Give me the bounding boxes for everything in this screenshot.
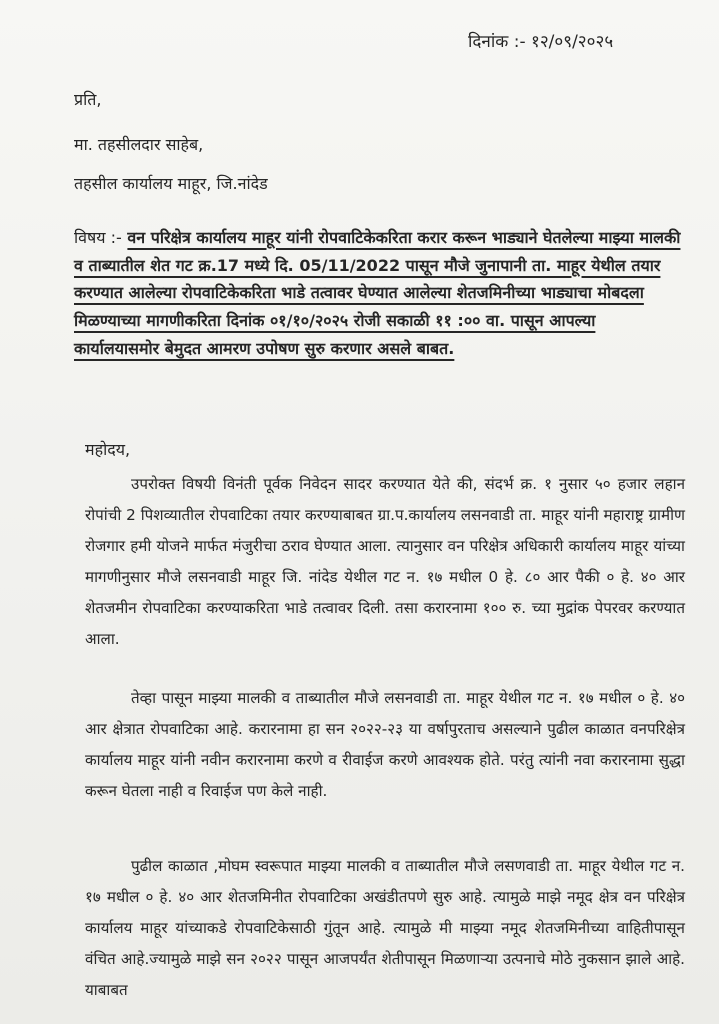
salutation: महोदय, <box>85 440 131 459</box>
letter-date: दिनांक :- १२/०९/२०२५ <box>468 32 614 52</box>
paragraph-1 <box>85 469 685 655</box>
subject-label: विषय :- <box>74 228 122 247</box>
recipient-office: तहसील कार्यालय माहूर, जि.नांदेड <box>74 174 268 193</box>
recipient-prefix: प्रति, <box>74 90 102 109</box>
paragraph-3-text: पुढील काळात ,मोघम स्वरूपात माझ्या मालकी व ताब्यातील मौजे लसणवाडी ता. माहूर येथील गट न. १७ मधील ० हे. ४० आर शेतजमिनीत रोपवाटिका अखंडीतपणे सुरु आहे. त्यामुळे माझे नमूद क्षेत्र वन परिक्षेत्र कार्यालय माहूर यांच्याकडे रोपवाटिकेसाठी गुंतून आहे. त्यामुळे मी माझ्या नमूद शेतजमिनीच्या वाहितीपासून वंचित आहे.ज्यामुळे माझे सन २०२२ पासून आजपर्यंत शेतीपासून मिळणाऱ्या उत्पनाचे मोठे नुकसान झाले आहे. याबाबत <box>85 857 685 999</box>
paragraph-2-text: तेव्हा पासून माझ्या मालकी व ताब्यातील मौजे लसनवाडी ता. माहूर येथील गट न. १७ मधील ० हे. ४० आर क्षेत्रात रोपवाटिका आहे. करारनामा हा सन २०२२-२३ या वर्षापुरताच असल्याने पुढील काळात वनपरिक्षेत्र कार्यालय माहूर यांनी नवीन करारनामा करणे व रीवाईज करणे आवश्यक होते. परंतु त्यांनी नवा करारनामा सुद्धा करून घेतला नाही व रिवाईज पण केले नाही. <box>85 689 685 800</box>
subject-text: वन परिक्षेत्र कार्यालय माहूर यांनी रोपवाटिकेकरिता करार करून भाड्याने घेतलेल्या माझ्या मालकी व ताब्यातील शेत गट क्र.17 मध्ये दि. 05/11/2022 पासून मौजे जुनापानी ता. माहूर येथील तयार करण्यात आलेल्या रोपवाटिकेकरिता भाडे तत्वावर घेण्यात आलेल्या शेतजमिनीच्या भाड्याचा मोबदला मिळण्याच्या मागणीकरिता दिनांक ०१/१०/२०२५ रोजी सकाळी ११ :०० वा. पासून आपल्या कार्यालयासमोर बेमुदत आमरण उपोषण सुरु करणार असले बाबत. <box>74 228 681 358</box>
subject-block <box>74 224 686 363</box>
recipient-name: मा. तहसीलदार साहेब, <box>74 135 204 154</box>
paragraph-2 <box>85 683 685 807</box>
paragraph-3 <box>85 851 685 1006</box>
paragraph-1-text: उपरोक्त विषयी विनंती पूर्वक निवेदन सादर करण्यात येते की, संदर्भ क्र. १ नुसार ५० हजार लहान रोपांची 2 पिशव्यातील रोपवाटिका तयार करण्याबाबत ग्रा.प.कार्यालय लसनवाडी ता. माहूर यांनी महाराष्ट्र ग्रामीण रोजगार हमी योजने मार्फत मंजुरीचा ठराव घेण्यात आला. त्यानुसार वन परिक्षेत्र अधिकारी कार्यालय माहूर यांच्या मागणीनुसार मौजे लसनवाडी माहूर जि. नांदेड येथील गट न. १७ मधील 0 हे. ८० आर पैकी ० हे. ४० आर शेतजमीन रोपवाटिका करण्याकरिता भाडे तत्वावर दिली. तसा करारनामा १०० रु. च्या मुद्रांक पेपरवर करण्यात आला. <box>85 475 685 648</box>
